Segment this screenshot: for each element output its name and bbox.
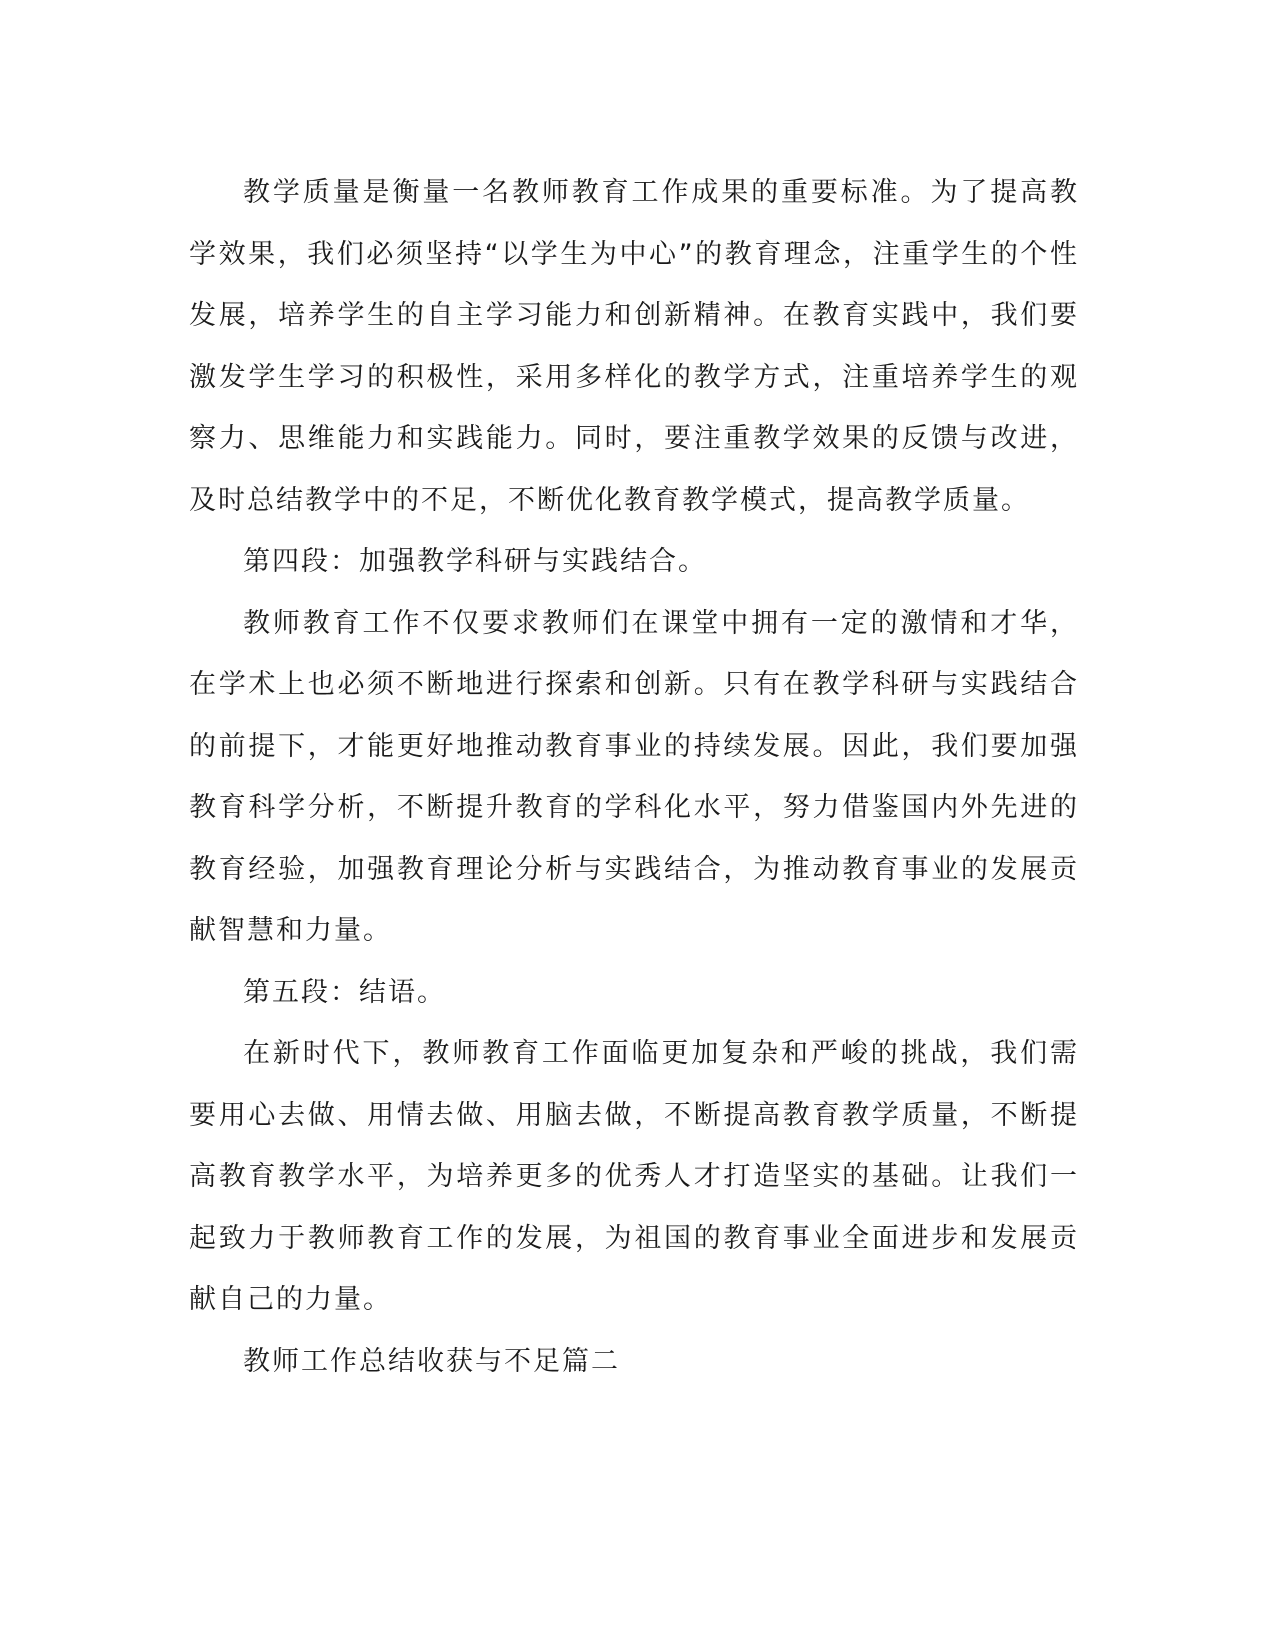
section-heading-five: 第五段：结语。: [243, 976, 446, 1008]
document-body: [189, 162, 1079, 1392]
paragraph-conclusion: 在新时代下，教师教育工作面临更加复杂和严峻的挑战，我们需要用心去做、用情去做、用脑去做，不断提高教育教学质量，不断提高教育教学水平，为培养更多的优秀人才打造坚实的基础。让我们一起致力于教师教育工作的发展，为祖国的教育事业全面进步和发展贡献自己的力量。: [189, 1038, 1079, 1315]
article-title-part-two: 教师工作总结收获与不足篇二: [243, 1345, 620, 1377]
paragraph-teaching-quality: 教学质量是衡量一名教师教育工作成果的重要标准。为了提高教学效果，我们必须坚持“以学生为中心”的教育理念，注重学生的个性发展，培养学生的自主学习能力和创新精神。在教育实践中，我们要激发学生学习的积极性，采用多样化的教学方式，注重培养学生的观察力、思维能力和实践能力。同时，要注重教学效果的反馈与改进，及时总结教学中的不足，不断优化教育教学模式，提高教学质量。: [189, 177, 1079, 516]
paragraph-research-practice: 教师教育工作不仅要求教师们在课堂中拥有一定的激情和才华，在学术上也必须不断地进行探索和创新。只有在教学科研与实践结合的前提下，才能更好地推动教育事业的持续发展。因此，我们要加强教育科学分析，不断提升教育的学科化水平，努力借鉴国内外先进的教育经验，加强教育理论分析与实践结合，为推动教育事业的发展贡献智慧和力量。: [189, 607, 1079, 946]
section-heading-four: 第四段：加强教学科研与实践结合。: [243, 546, 707, 577]
